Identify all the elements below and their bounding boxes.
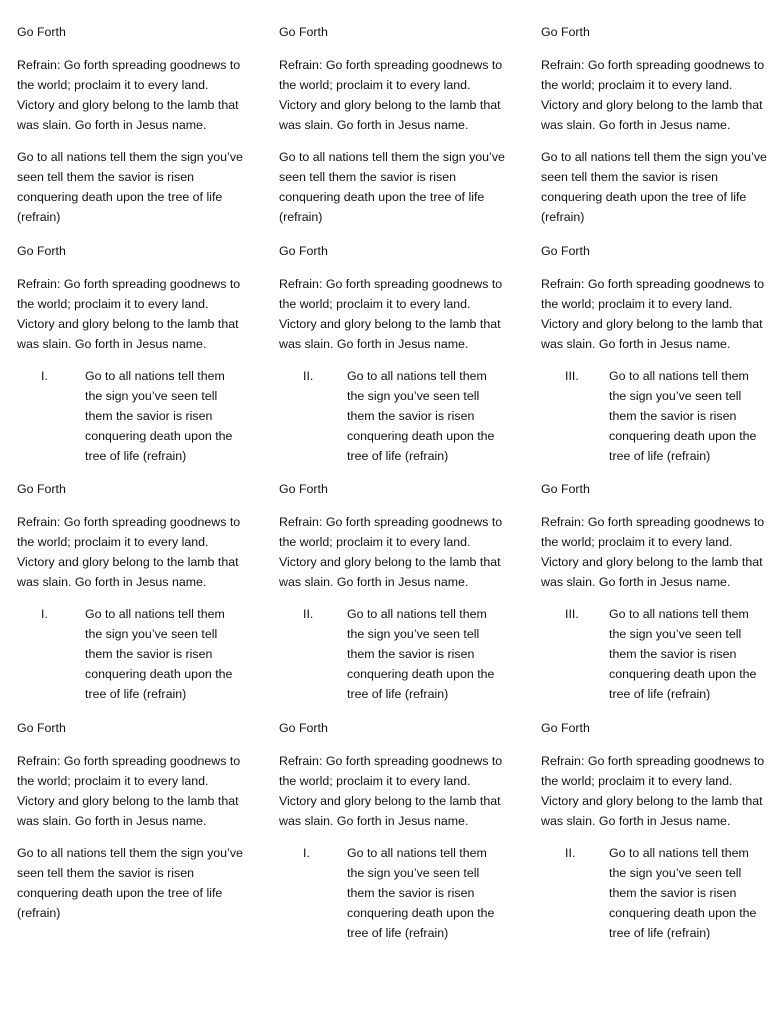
verse-text: Go to all nations tell them the sign you’ve seen tell them the savior is risen conquering death upon the tree of life (refrain) (347, 607, 495, 701)
refrain-text: Refrain: Go forth spreading goodnews to the world; proclaim it to every land. Victory and glory belong to the lamb that was slain. Go forth in Jesus name. (17, 58, 241, 132)
song-title: Go Forth (279, 721, 328, 735)
refrain-text: Refrain: Go forth spreading goodnews to the world; proclaim it to every land. Victory and glory belong to the lamb that was slain. Go forth in Jesus name. (541, 277, 765, 351)
lyric-card (17, 241, 245, 466)
song-title: Go Forth (17, 25, 66, 39)
verse-numeral: II. (565, 846, 576, 860)
song-title: Go Forth (541, 482, 590, 496)
verse-text: Go to all nations tell them the sign you’ve seen tell them the savior is risen conquering death upon the tree of life (refrain) (85, 369, 233, 463)
refrain-text: Refrain: Go forth spreading goodnews to the world; proclaim it to every land. Victory and glory belong to the lamb that was slain. Go forth in Jesus name. (279, 515, 503, 589)
verse-numeral: II. (303, 607, 314, 621)
refrain-text: Refrain: Go forth spreading goodnews to the world; proclaim it to every land. Victory and glory belong to the lamb that was slain. Go forth in Jesus name. (541, 58, 765, 132)
lyric-card (17, 718, 245, 923)
numbered-verse (541, 366, 768, 466)
numbered-verse (541, 843, 768, 943)
verse-numeral: III. (565, 607, 579, 621)
verse-text: Go to all nations tell them the sign you’ve seen tell them the savior is risen conquering death upon the tree of life (refrain) (279, 150, 505, 224)
song-title: Go Forth (17, 244, 66, 258)
verse-text: Go to all nations tell them the sign you’ve seen tell them the savior is risen conquering death upon the tree of life (refrain) (347, 369, 495, 463)
verse-text: Go to all nations tell them the sign you’ve seen tell them the savior is risen conquering death upon the tree of life (refrain) (85, 607, 233, 701)
verse-numeral: I. (41, 369, 48, 383)
numbered-verse (279, 604, 507, 704)
lyric-card (279, 479, 507, 704)
numbered-verse (541, 604, 768, 704)
song-title: Go Forth (541, 25, 590, 39)
lyric-card (541, 718, 768, 943)
verse-numeral: III. (565, 369, 579, 383)
refrain-text: Refrain: Go forth spreading goodnews to the world; proclaim it to every land. Victory and glory belong to the lamb that was slain. Go forth in Jesus name. (17, 277, 241, 351)
song-title: Go Forth (17, 721, 66, 735)
verse-numeral: I. (303, 846, 310, 860)
numbered-verse (17, 604, 245, 704)
verse-numeral: II. (303, 369, 314, 383)
verse-text: Go to all nations tell them the sign you’ve seen tell them the savior is risen conquering death upon the tree of life (refrain) (609, 369, 757, 463)
lyric-card (541, 479, 768, 704)
refrain-text: Refrain: Go forth spreading goodnews to the world; proclaim it to every land. Victory and glory belong to the lamb that was slain. Go forth in Jesus name. (541, 754, 765, 828)
refrain-text: Refrain: Go forth spreading goodnews to the world; proclaim it to every land. Victory and glory belong to the lamb that was slain. Go forth in Jesus name. (17, 515, 241, 589)
song-title: Go Forth (541, 721, 590, 735)
verse-text: Go to all nations tell them the sign you’ve seen tell them the savior is risen conquering death upon the tree of life (refrain) (541, 150, 767, 224)
lyric-card (541, 241, 768, 466)
refrain-text: Refrain: Go forth spreading goodnews to the world; proclaim it to every land. Victory and glory belong to the lamb that was slain. Go forth in Jesus name. (541, 515, 765, 589)
numbered-verse (17, 366, 245, 466)
refrain-text: Refrain: Go forth spreading goodnews to the world; proclaim it to every land. Victory and glory belong to the lamb that was slain. Go forth in Jesus name. (279, 754, 503, 828)
song-title: Go Forth (279, 482, 328, 496)
verse-text: Go to all nations tell them the sign you’ve seen tell them the savior is risen conquering death upon the tree of life (refrain) (17, 150, 243, 224)
refrain-text: Refrain: Go forth spreading goodnews to the world; proclaim it to every land. Victory and glory belong to the lamb that was slain. Go forth in Jesus name. (279, 58, 503, 132)
song-title: Go Forth (279, 25, 328, 39)
verse-text: Go to all nations tell them the sign you’ve seen tell them the savior is risen conquering death upon the tree of life (refrain) (609, 846, 757, 940)
verse-text: Go to all nations tell them the sign you’ve seen tell them the savior is risen conquering death upon the tree of life (refrain) (609, 607, 757, 701)
lyric-card (17, 22, 245, 227)
verse-numeral: I. (41, 607, 48, 621)
verse-text: Go to all nations tell them the sign you’ve seen tell them the savior is risen conquering death upon the tree of life (refrain) (17, 846, 243, 920)
refrain-text: Refrain: Go forth spreading goodnews to the world; proclaim it to every land. Victory and glory belong to the lamb that was slain. Go forth in Jesus name. (17, 754, 241, 828)
lyric-card (279, 241, 507, 466)
song-title: Go Forth (279, 244, 328, 258)
song-title: Go Forth (541, 244, 590, 258)
song-title: Go Forth (17, 482, 66, 496)
lyric-card (279, 718, 507, 943)
verse-text: Go to all nations tell them the sign you’ve seen tell them the savior is risen conquering death upon the tree of life (refrain) (347, 846, 495, 940)
lyric-card (279, 22, 507, 227)
refrain-text: Refrain: Go forth spreading goodnews to the world; proclaim it to every land. Victory and glory belong to the lamb that was slain. Go forth in Jesus name. (279, 277, 503, 351)
numbered-verse (279, 843, 507, 943)
lyric-card (17, 479, 245, 704)
lyric-card (541, 22, 768, 227)
numbered-verse (279, 366, 507, 466)
